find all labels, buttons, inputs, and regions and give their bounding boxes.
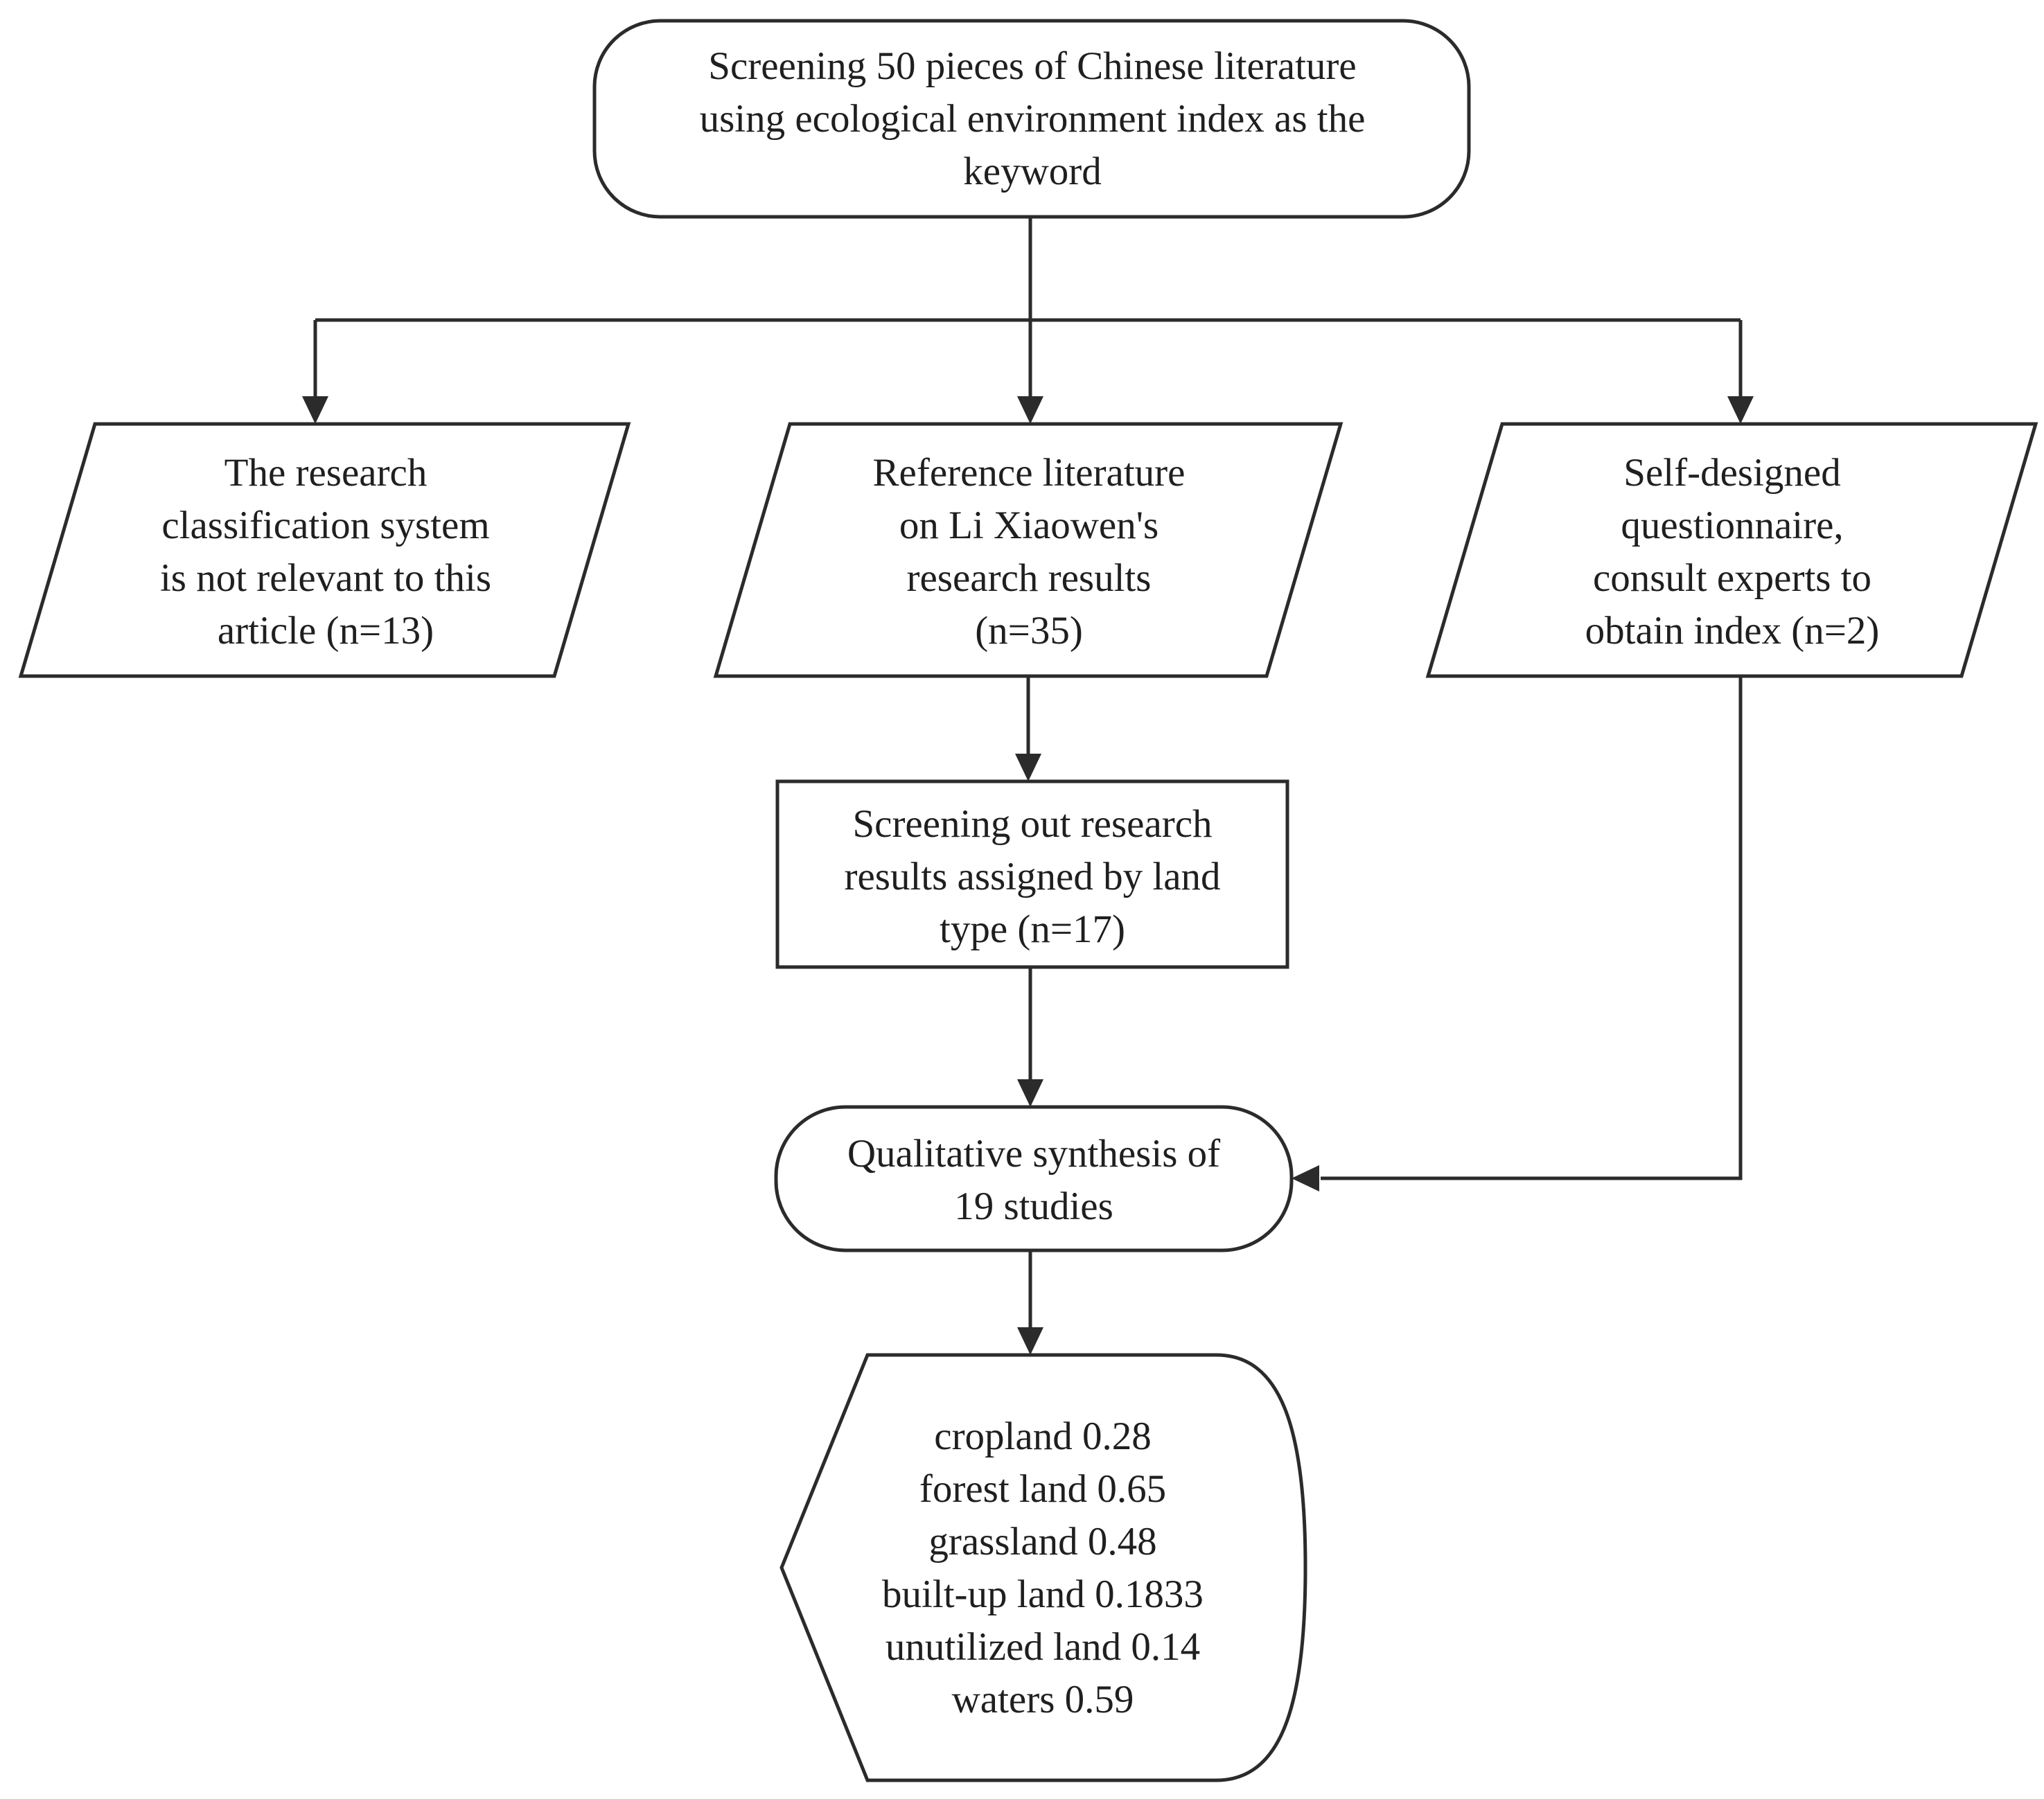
screening-node-text — [783, 798, 1282, 956]
arrowhead-to-synthesis — [1017, 1079, 1043, 1107]
arrowhead-to-excluded — [302, 396, 328, 424]
start-line: using ecological environment index as the — [699, 97, 1366, 141]
questionnaire-line: questionnaire, — [1621, 504, 1844, 547]
start-line: keyword — [963, 150, 1102, 193]
results-line: built-up land 0.1833 — [882, 1572, 1204, 1616]
excluded-line: is not relevant to this — [159, 556, 492, 600]
excluded-line: classification system — [161, 504, 490, 547]
reference-line: Reference literature — [872, 451, 1186, 495]
excluded-line: The research — [224, 451, 428, 495]
results-line: waters 0.59 — [951, 1678, 1134, 1721]
screening-line: results assigned by land — [844, 855, 1221, 898]
reference-line: on Li Xiaowen's — [899, 504, 1159, 547]
questionnaire-line: consult experts to — [1592, 556, 1872, 600]
results-line: unutilized land 0.14 — [885, 1625, 1201, 1669]
excluded-line: article (n=13) — [217, 609, 434, 653]
questionnaire-node-text — [1459, 447, 2006, 657]
questionnaire-line: obtain index (n=2) — [1585, 609, 1880, 653]
arrowhead-to-screening — [1015, 754, 1041, 781]
start-line: Screening 50 pieces of Chinese literature — [708, 44, 1357, 88]
arrowhead-questionnaire-to-synthesis — [1292, 1165, 1319, 1191]
connector-questionnaire-to-synthesis — [1321, 676, 1741, 1178]
screening-line: type (n=17) — [940, 907, 1125, 951]
results-line: grassland 0.48 — [928, 1520, 1157, 1563]
results-line: cropland 0.28 — [934, 1415, 1152, 1458]
reference-line: (n=35) — [975, 609, 1083, 653]
synthesis-line: Qualitative synthesis of — [847, 1132, 1221, 1176]
synthesis-node-text — [783, 1128, 1285, 1233]
arrowhead-to-reference — [1017, 396, 1043, 424]
results-node-text — [825, 1410, 1261, 1726]
reference-node-text — [755, 447, 1303, 657]
results-line: forest land 0.65 — [919, 1467, 1167, 1511]
screening-line: Screening out research — [852, 802, 1213, 846]
synthesis-line: 19 studies — [954, 1185, 1113, 1228]
excluded-node-text — [52, 447, 599, 657]
reference-line: research results — [906, 556, 1152, 600]
arrowhead-to-questionnaire — [1727, 396, 1754, 424]
start-node-text — [603, 40, 1462, 198]
questionnaire-line: Self-designed — [1623, 451, 1841, 495]
arrowhead-to-results — [1017, 1327, 1043, 1355]
